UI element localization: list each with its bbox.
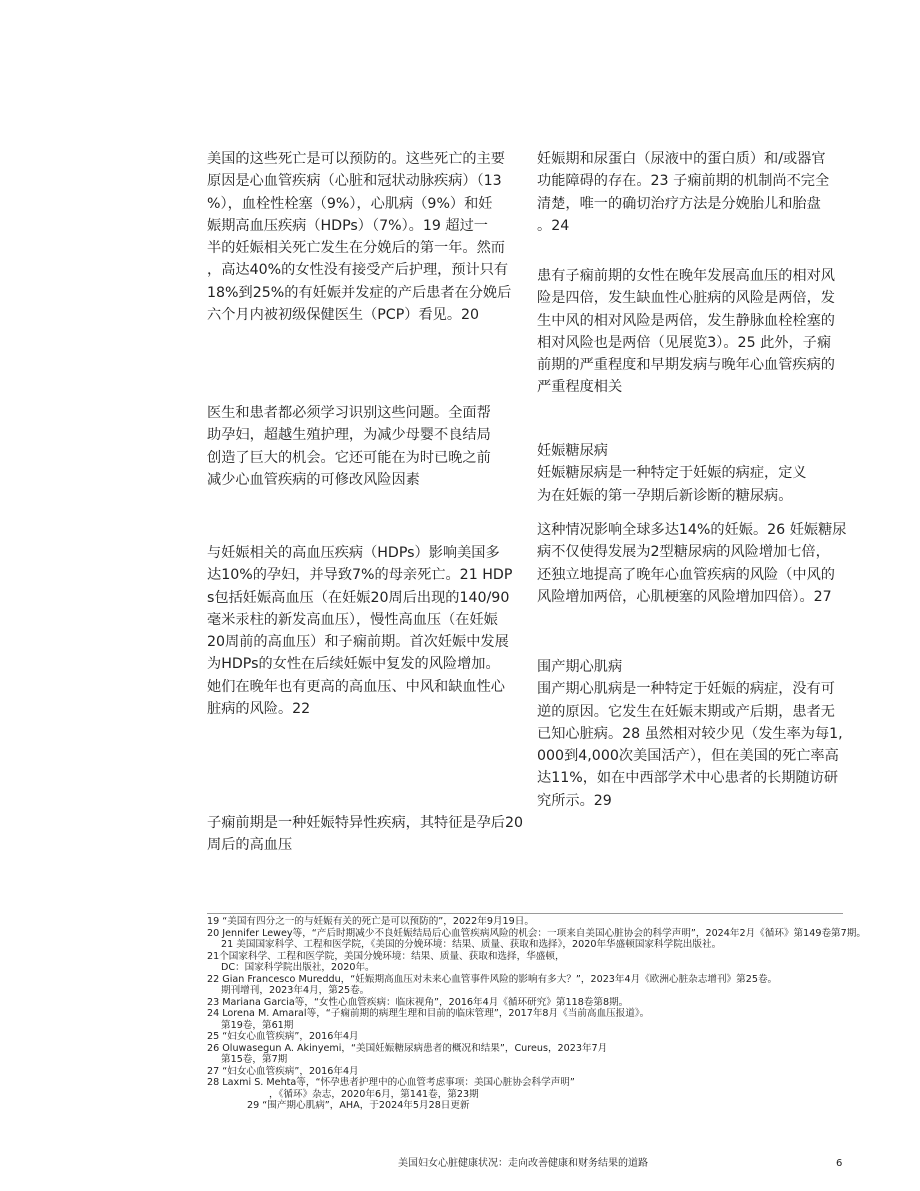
text-line: 医生和患者都必须学习识别这些问题。全面帮: [207, 405, 491, 421]
left-paragraph-maternal-deaths: [207, 148, 511, 326]
footnote-line: 期刊增刊，2023年4月，第25卷。: [221, 985, 370, 996]
text-line: 这种情况影响全球多达14%的妊娠。26 妊娠糖尿: [537, 522, 847, 538]
footnote-line: ，《循环》杂志，2020年6月，第141卷，第23期: [269, 1088, 479, 1100]
text-line: 妊娠糖尿病是一种特定于妊娠的病症，定义: [537, 465, 807, 482]
gdm-section: [537, 440, 807, 507]
text-line: 生中风的相对风险是两倍，发生静脉血栓栓塞的: [537, 312, 835, 329]
text-line: 已知心脏病。28 虽然相对较少见（发生率为每1,: [537, 725, 843, 742]
running-footer-title: 美国妇女心脏健康状况：走向改善健康和财务结果的道路: [398, 1158, 648, 1169]
footnote-line: 25 “妇女心血管疾病”，2016年4月: [207, 1031, 359, 1042]
text-line: 她们在晚年也有更高的高血压、中风和缺血性心: [207, 678, 505, 695]
footnote-line: 24 Lorena M. Amaral等，“子痫前期的病理生理和目前的临床管理”，2017年8月《当前高血压报道》。: [207, 1008, 650, 1019]
footnote-line: 20 Jennifer Lewey等，“产后时期减少不良妊娠结局后心血管疾病风险的机会：一项来自美国心脏协会的科学声明”，2024年2月《循环》第149卷第7期。: [207, 927, 866, 939]
text-line: 为在妊娠的第一孕期后新诊断的糖尿病。: [537, 487, 793, 504]
right-paragraph-gdm-risk: [537, 519, 846, 608]
text-line: 围产期心肌病是一种特定于妊娠的病症，没有可: [537, 681, 835, 698]
section-heading-ppcm: 围产期心肌病: [537, 659, 623, 675]
text-line: 创造了巨大的机会。它还可能在为时已晚之前: [207, 449, 491, 466]
text-line: ，高达40%的女性没有接受产后护理，预计只有: [207, 262, 509, 279]
footnote-line: 27 “妇女心血管疾病”，2016年4月: [207, 1065, 359, 1077]
text-line: 达11%，如在中西部学术中心患者的长期随访研: [537, 770, 839, 787]
text-line: 达10%的孕妇，并导致7%的母亲死亡。21 HDP: [207, 567, 513, 584]
text-line: 助孕妇，超越生殖护理，为减少母婴不良结局: [207, 427, 491, 444]
footnote-line: 28 Laxmi S. Mehta等，“怀孕患者护理中的心血管考虑事项：美国心脏协会科学声明”: [207, 1077, 575, 1088]
text-line: 减少心血管疾病的可修改风险因素: [207, 471, 420, 488]
text-line: 功能障碍的存在。23 子痫前期的机制尚不完全: [537, 173, 830, 190]
text-line: 周后的高血压: [207, 837, 293, 854]
text-line: 患有子痫前期的女性在晚年发展高血压的相对风: [537, 268, 835, 284]
text-line: 妊娠期和尿蛋白（尿液中的蛋白质）和/或器官: [537, 151, 826, 167]
footnote-line: DC：国家科学院出版社，2020年。: [221, 962, 375, 973]
text-line: 究所示。29: [537, 792, 612, 809]
footnote-line: 23 Mariana Garcia等，“女性心血管疾病：临床视角”，2016年4月《循环研究》第118卷第8期。: [207, 996, 629, 1008]
text-line: 逆的原因。它发生在妊娠末期或产后期，患者无: [537, 703, 835, 720]
text-line: 子痫前期是一种妊娠特异性疾病，其特征是孕后20: [207, 815, 523, 831]
footnote-line: 22 Gian Francesco Mureddu，“妊娠期高血压对未来心血管事件风险的影响有多大？”，2023年4月《欧洲心脏杂志增刊》第25卷。: [207, 973, 778, 985]
text-line: 前期的严重程度和早期发病与晚年心血管疾病的: [537, 357, 835, 374]
text-line: 半的妊娠相关死亡发生在分娩后的第一年。然而: [207, 240, 505, 257]
text-line: 六个月内被初级保健医生（PCP）看见。20: [207, 307, 480, 324]
text-line: 与妊娠相关的高血压疾病（HDPs）影响美国多: [207, 545, 500, 561]
footnote-line: 第19卷，第61期: [221, 1019, 294, 1031]
text-line: 毫米汞柱的新发高血压），慢性高血压（在妊娠: [207, 611, 498, 628]
page-number: 6: [836, 1158, 843, 1169]
right-paragraph-preeclampsia-cont: [537, 148, 829, 237]
left-paragraph-hdps: [207, 542, 512, 720]
text-line: 相对风险也是两倍（见展览3）。25 此外，子痫: [537, 334, 832, 351]
text-line: 20周前的高血压）和子痫前期。首次妊娠中发展: [207, 634, 509, 651]
text-line: 原因是心血管疾病（心脏和冠状动脉疾病）（13: [207, 173, 502, 190]
left-paragraph-recognition: [207, 402, 491, 491]
text-line: %），血栓性栓塞（9%），心肌病（9%）和妊: [207, 195, 493, 212]
ppcm-section: [537, 656, 843, 812]
text-line: 娠期高血压疾病（HDPs）（7%）。19 超过一: [207, 217, 488, 234]
left-paragraph-preeclampsia: [207, 812, 523, 857]
text-line: 脏病的风险。22: [207, 701, 311, 718]
text-line: s包括妊娠高血压（在妊娠20周后出现的140/90: [207, 589, 510, 606]
text-line: 。24: [537, 217, 570, 234]
footnote-line: 19 “美国有四分之一的与妊娠有关的死亡是可以预防的”，2022年9月19日。: [207, 916, 534, 927]
text-line: 严重程度相关: [537, 379, 623, 396]
footnote-line: 第15卷，第7期: [221, 1054, 288, 1065]
text-line: 清楚，唯一的确切治疗方法是分娩胎儿和胎盘: [537, 195, 821, 212]
text-line: 18%到25%的有妊娠并发症的产后患者在分娩后: [207, 284, 512, 301]
footnote-line: 29 “围产期心肌病”，AHA，于2024年5月28日更新: [247, 1100, 470, 1111]
footnote-line: 26 Oluwasegun A. Akinyemi，“美国妊娠糖尿病患者的概况和结果”，Cureus，2023年7月: [207, 1042, 608, 1054]
footnote-line: 21 美国国家科学、工程和医学院，《美国的分娩环境：结果、质量、获取和选择》，2020年华盛顿国家科学院出版社。: [221, 939, 722, 950]
text-line: 还独立地提高了晚年心血管疾病的风险（中风的: [537, 566, 835, 583]
text-line: 风险增加两倍，心肌梗塞的风险增加四倍）。27: [537, 588, 832, 605]
footnote-line: 21个国家科学、工程和医学院，美国分娩环境：结果、质量、获取和选择，华盛顿，: [207, 950, 565, 962]
text-line: 美国的这些死亡是可以预防的。这些死亡的主要: [207, 151, 505, 167]
right-paragraph-relative-risk: [537, 265, 835, 399]
text-line: 病不仅使得发展为2型糖尿病的风险增加七倍，: [537, 544, 830, 561]
text-line: 000到4,000次美国活产），但在美国的死亡率高: [537, 748, 839, 765]
footnotes: [207, 916, 866, 1112]
text-line: 险是四倍，发生缺血性心脏病的风险是两倍，发: [537, 290, 835, 307]
section-heading-gdm: 妊娠糖尿病: [537, 443, 608, 459]
text-line: 为HDPs的女性在后续妊娠中复发的风险增加。: [207, 656, 500, 673]
footnote-divider: [207, 913, 843, 914]
